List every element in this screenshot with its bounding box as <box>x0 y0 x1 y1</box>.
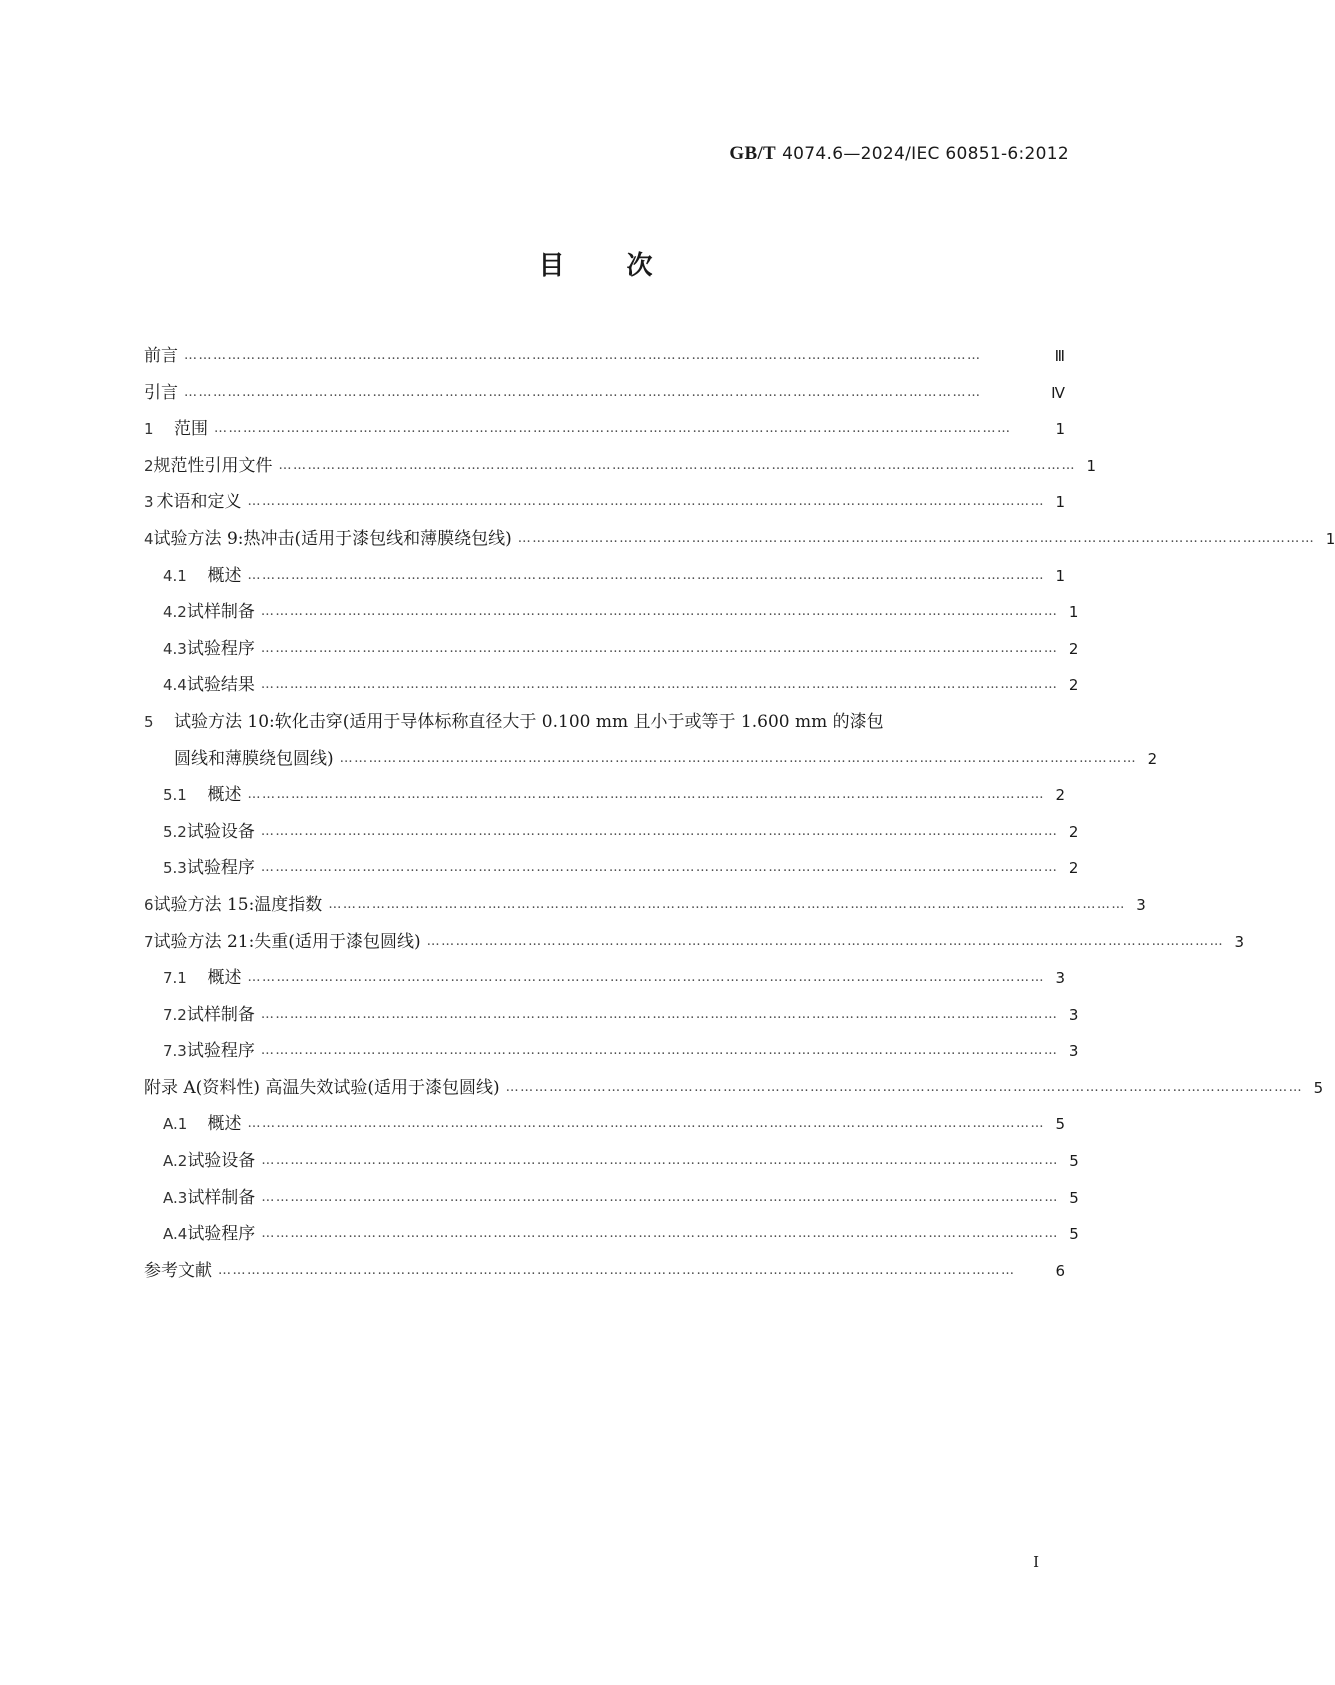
toc-entry-a-4[interactable] <box>144 1216 1079 1253</box>
toc-label: 试验方法 15:温度指数 <box>153 894 323 915</box>
toc-label: 试验程序 <box>186 858 255 879</box>
toc-page: 2 <box>1068 639 1079 658</box>
toc-entry-7[interactable] <box>144 924 1245 961</box>
toc-label: 试验设备 <box>186 821 255 842</box>
leader-dots: ………………………………………………………………………………………………………………………………………………… <box>260 1006 1059 1022</box>
leader-dots: ………………………………………………………………………………………………………………………………………………… <box>339 750 1138 766</box>
toc-label: 概述 <box>207 785 242 806</box>
toc-label: 试验程序 <box>187 1224 256 1245</box>
toc-number: 7.2 <box>163 1005 187 1024</box>
toc-number: 4.4 <box>163 676 187 695</box>
toc-label: 参考文献 <box>144 1260 212 1281</box>
leader-dots: ………………………………………………………………………………………………………………………………………………… <box>247 787 1045 803</box>
toc-entry-7-1[interactable] <box>144 960 1065 997</box>
toc-page: 5 <box>1055 1115 1065 1134</box>
toc-page: 1 <box>1068 603 1079 622</box>
toc-entry-4-1[interactable] <box>144 558 1065 595</box>
toc-entry-annex-a[interactable] <box>144 1070 1324 1107</box>
leader-dots: ………………………………………………………………………………………………………………………………………………… <box>247 567 1045 583</box>
toc-entry-2[interactable] <box>144 448 1097 485</box>
toc-number: 4.1 <box>163 566 187 585</box>
toc-entry-1[interactable] <box>144 411 1065 448</box>
toc-number: A.1 <box>163 1115 188 1134</box>
toc-page: 2 <box>1068 859 1079 878</box>
leader-dots: ………………………………………………………………………………………………………………………………………………… <box>261 1226 1059 1242</box>
toc-number: 5 <box>144 712 154 731</box>
toc-page: 3 <box>1234 932 1245 951</box>
toc-label: 术语和定义 <box>156 492 242 513</box>
toc-page: 3 <box>1055 969 1065 988</box>
toc-entry-7-3[interactable] <box>144 1033 1079 1070</box>
toc-page: 2 <box>1055 786 1065 805</box>
toc-page: 6 <box>1055 1261 1065 1280</box>
toc-number: 5.2 <box>163 822 187 841</box>
toc-label: 试样制备 <box>186 602 255 623</box>
toc-number: 4.3 <box>163 639 187 658</box>
toc-entry-6[interactable] <box>144 887 1146 924</box>
toc-page: Ⅲ <box>1054 347 1065 365</box>
leader-dots: ………………………………………………………………………………………………………………………………………………… <box>184 348 982 363</box>
footer-page-number: I <box>1033 1553 1039 1571</box>
toc-number: 4.2 <box>163 603 187 622</box>
toc-number: 5.3 <box>163 859 187 878</box>
leader-dots: ………………………………………………………………………………………………………………………………………………… <box>260 823 1059 839</box>
toc-page: 5 <box>1313 1078 1324 1097</box>
toc-page: 1 <box>1086 456 1097 475</box>
toc-entry-5-continued[interactable] <box>144 741 1158 778</box>
toc-label: 前言 <box>144 346 178 366</box>
leader-dots: ………………………………………………………………………………………………………………………………………………… <box>260 640 1059 656</box>
table-of-contents <box>144 338 1335 1289</box>
leader-dots: ………………………………………………………………………………………………………………………………………………… <box>261 1189 1059 1205</box>
toc-page: 5 <box>1069 1152 1079 1171</box>
leader-dots: ………………………………………………………………………………………………………………………………………………… <box>184 384 982 400</box>
toc-page: 2 <box>1068 676 1079 695</box>
leader-dots: ………………………………………………………………………………………………………………………………………………… <box>214 421 1012 437</box>
toc-label: 概述 <box>207 968 242 989</box>
toc-entry-5-1[interactable] <box>144 777 1065 814</box>
toc-number: A.4 <box>163 1225 188 1244</box>
toc-entry-5[interactable] <box>144 704 1065 741</box>
leader-dots: ………………………………………………………………………………………………………………………………………………… <box>426 933 1225 949</box>
toc-entry-a-2[interactable] <box>144 1143 1079 1180</box>
toc-page: 1 <box>1055 493 1065 512</box>
leader-dots: ………………………………………………………………………………………………………………………………………………… <box>247 1116 1045 1132</box>
toc-page: Ⅳ <box>1051 383 1065 402</box>
leader-dots: ………………………………………………………………………………………………………………………………………………… <box>260 1043 1059 1059</box>
toc-entry-5-2[interactable] <box>144 814 1079 851</box>
leader-dots: ………………………………………………………………………………………………………………………………………………… <box>260 677 1059 693</box>
toc-page: 5 <box>1069 1225 1079 1244</box>
leader-dots: ………………………………………………………………………………………………………………………………………………… <box>328 896 1126 912</box>
toc-page: 2 <box>1147 749 1158 768</box>
toc-page: 1 <box>1055 566 1065 585</box>
page-title: 目次 <box>538 251 715 281</box>
leader-dots: ………………………………………………………………………………………………………………………………………………… <box>247 494 1045 510</box>
toc-label-continued: 圆线和薄膜绕包圆线) <box>174 748 334 769</box>
toc-page: 5 <box>1069 1188 1079 1207</box>
leader-dots: ………………………………………………………………………………………………………………………………………………… <box>261 1153 1059 1169</box>
toc-entry-7-2[interactable] <box>144 997 1079 1034</box>
toc-label: 试验程序 <box>186 638 255 659</box>
toc-label: 试验设备 <box>187 1151 256 1172</box>
toc-number: 2 <box>144 456 154 475</box>
toc-entry-4-3[interactable] <box>144 631 1079 668</box>
toc-label: 附录 A(资料性) 高温失效试验(适用于漆包圆线) <box>144 1077 500 1098</box>
toc-number: 3 <box>144 493 154 512</box>
toc-number: 1 <box>144 420 154 439</box>
toc-entry-4-2[interactable] <box>144 594 1079 631</box>
toc-entry-introduction[interactable] <box>144 375 1065 412</box>
standard-code-prefix: GB/T <box>729 143 777 164</box>
toc-entry-3[interactable] <box>144 484 1065 521</box>
leader-dots: ………………………………………………………………………………………………………………………………………………… <box>278 457 1077 473</box>
toc-entry-a-1[interactable] <box>144 1106 1065 1143</box>
leader-dots: ………………………………………………………………………………………………………………………………………………… <box>260 860 1059 876</box>
toc-entry-bibliography[interactable] <box>144 1253 1065 1290</box>
leader-dots: ………………………………………………………………………………………………………………………………………………… <box>505 1079 1304 1095</box>
toc-entry-4[interactable] <box>144 521 1335 558</box>
toc-label: 试验方法 10:软化击穿(适用于导体标称直径大于 0.100 mm 且小于或等于 1.600 mm 的漆包 <box>174 711 884 732</box>
toc-page: 1 <box>1325 529 1335 548</box>
toc-page: 2 <box>1068 822 1079 841</box>
toc-entry-5-3[interactable] <box>144 850 1079 887</box>
toc-label: 试样制备 <box>186 1004 255 1025</box>
toc-label: 试样制备 <box>187 1187 256 1208</box>
toc-page: 3 <box>1068 1042 1079 1061</box>
toc-label: 概述 <box>207 1114 242 1135</box>
standard-code-number: 4074.6—2024/IEC 60851-6:2012 <box>782 144 1069 164</box>
toc-label: 试验程序 <box>186 1041 255 1062</box>
toc-number: 4 <box>144 529 154 548</box>
toc-label: 范围 <box>174 419 208 440</box>
toc-number: 5.1 <box>163 786 187 805</box>
standard-code <box>729 143 1069 165</box>
toc-page: 3 <box>1068 1005 1079 1024</box>
toc-label: 试验结果 <box>186 675 255 696</box>
toc-label: 试验方法 9:热冲击(适用于漆包线和薄膜绕包线) <box>153 528 512 549</box>
toc-label: 概述 <box>207 565 242 586</box>
leader-dots: ………………………………………………………………………………………………………………………………………………… <box>218 1262 1016 1278</box>
toc-page: 1 <box>1055 420 1065 439</box>
toc-entry-4-4[interactable] <box>144 667 1079 704</box>
toc-number: 7.3 <box>163 1042 187 1061</box>
toc-number: 6 <box>144 895 154 914</box>
leader-dots: ………………………………………………………………………………………………………………………………………………… <box>247 970 1045 986</box>
toc-number: A.3 <box>163 1188 188 1207</box>
toc-number: 7 <box>144 932 154 951</box>
toc-label: 试验方法 21:失重(适用于漆包圆线) <box>153 931 421 952</box>
toc-label: 引言 <box>144 382 178 403</box>
leader-dots: ………………………………………………………………………………………………………………………………………………… <box>260 604 1059 620</box>
leader-dots: ………………………………………………………………………………………………………………………………………………… <box>517 530 1316 546</box>
toc-entry-foreword[interactable] <box>144 338 1065 375</box>
toc-number: A.2 <box>163 1152 188 1171</box>
toc-number: 7.1 <box>163 969 187 988</box>
toc-entry-a-3[interactable] <box>144 1180 1079 1217</box>
toc-page: 3 <box>1136 895 1146 914</box>
toc-label: 规范性引用文件 <box>153 455 273 476</box>
